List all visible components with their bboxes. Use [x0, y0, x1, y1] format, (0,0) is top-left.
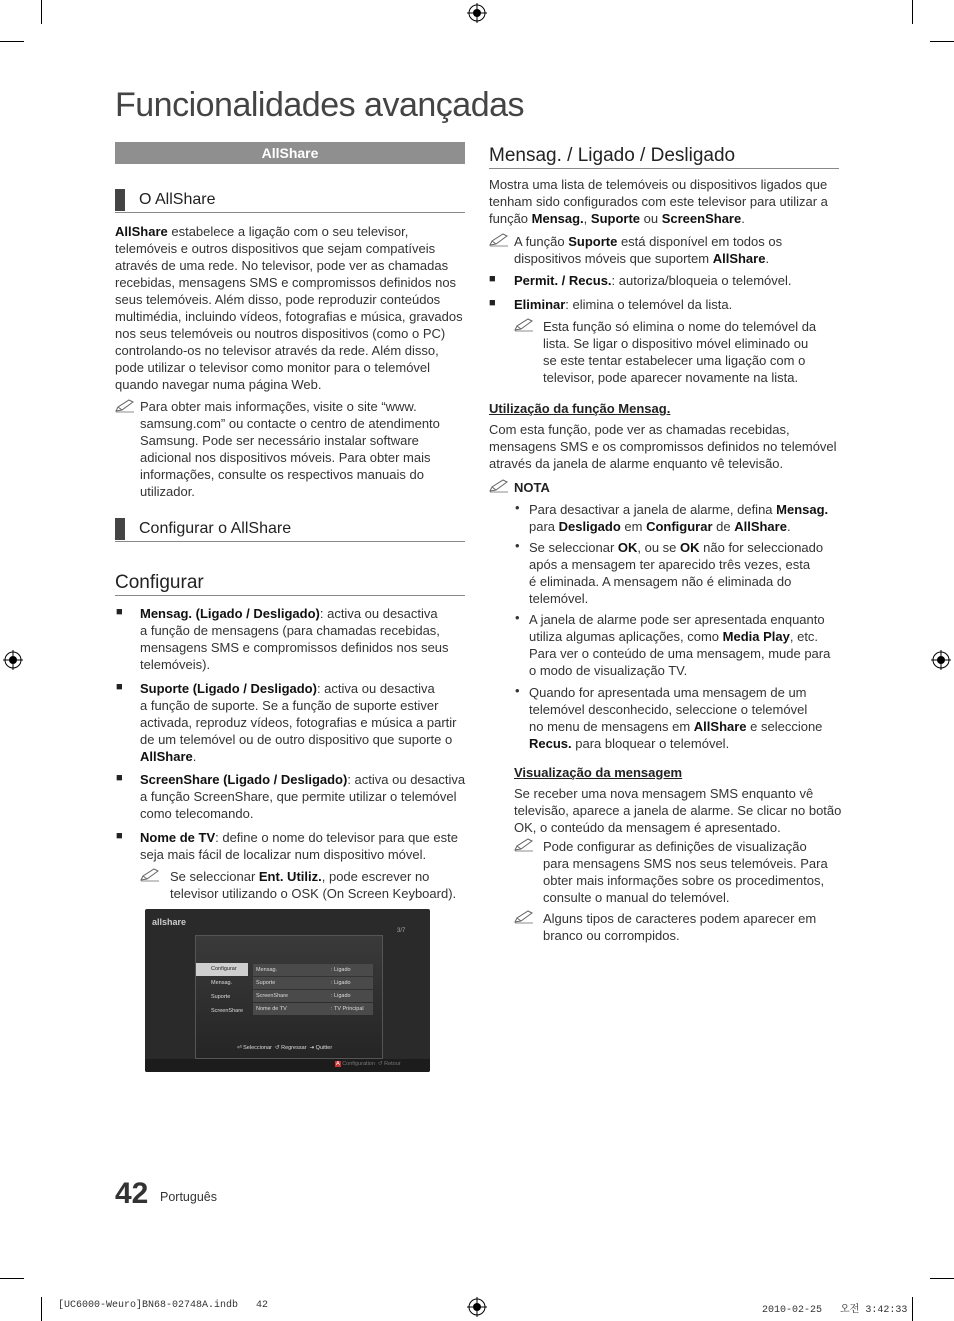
- print-date-info: 2010-02-25 오전 3:42:33: [762, 1305, 908, 1316]
- note-pencil-icon: [489, 479, 509, 493]
- tv-bottom-hints: A Configuration ↺ Retour: [336, 1061, 401, 1067]
- note-more-info: Para obter mais informações, visite o site “www. samsung.com” ou contacte o centro de atendimento Samsung. Pode ser necessário instalar software adicional nos dispositivos móveis. Para obter mais informações, consulte os respectivos manuais do utilizador.: [140, 399, 440, 499]
- note-configurar-sms: Pode configurar as definições de visualização para mensagens SMS nos seus telemóveis. Para obter mais informações sobre os procedimentos, consulte o manual do telemóvel.: [543, 839, 828, 905]
- crop-mark: [41, 1297, 42, 1321]
- intro-bold: AllShare: [115, 224, 168, 239]
- heading-text: O AllShare: [139, 191, 216, 209]
- registration-mark-icon: [931, 650, 951, 670]
- exit-icon: ⇥: [309, 1045, 315, 1051]
- note-pencil-icon: [514, 838, 534, 852]
- page-language: Português: [160, 1190, 217, 1204]
- tv-screenshot: [145, 909, 430, 1072]
- crop-mark: [0, 41, 24, 42]
- registration-mark-icon: [3, 650, 23, 670]
- bullet-dot: •: [515, 538, 520, 553]
- tv-menu-item-mensag[interactable]: Mensag.: [211, 980, 233, 986]
- mensag-intro: Mostra uma lista de telemóveis ou dispositivos ligados que tenham sido configurados com este televisor para utilizar a função Mensag., Suporte ou ScreenShare.: [489, 177, 828, 226]
- section-bar: AllShare: [115, 142, 465, 164]
- square-bullet-icon: ■: [116, 830, 123, 842]
- tv-menu-item-suporte[interactable]: Suporte: [211, 994, 231, 1000]
- crop-mark: [930, 41, 954, 42]
- item-nome-tv: Nome de TV: define o nome do televisor para que este seja mais fácil de localizar num dispositivo móvel.: [140, 830, 458, 862]
- bullet-dot: •: [515, 500, 520, 515]
- bullet-dot: •: [515, 610, 520, 625]
- note-suporte: A função Suporte está disponível em todos os dispositivos móveis que suportem AllShare.: [514, 234, 783, 266]
- subheading-configurar-allshare: [115, 518, 291, 540]
- heading-marker: [115, 518, 125, 540]
- square-bullet-icon: ■: [489, 297, 496, 309]
- tv-row[interactable]: Nome de TV : TV Principal: [253, 1003, 373, 1015]
- tv-logo: allshare: [152, 917, 187, 927]
- divider: [115, 541, 465, 542]
- square-bullet-icon: ■: [116, 681, 123, 693]
- subheading-o-allshare: [115, 189, 215, 211]
- visualizacao-text: Se receber uma nova mensagem SMS enquanto vê televisão, aparece a janela de alarme. Se clicar no botão OK, o conteúdo da mensagem é apresentado.: [514, 786, 842, 835]
- tv-counter: 3/7: [397, 928, 406, 934]
- utilizacao-text: Com esta função, pode ver as chamadas recebidas, mensagens SMS e os compromissos definidos no telemóvel através da janela de alarme enquanto vê televisão.: [489, 422, 837, 471]
- square-bullet-icon: ■: [116, 606, 123, 618]
- allshare-intro: AllShare estabelece a ligação com o seu televisor, telemóveis e outros dispositivos que sejam compatíveis através de uma rede. No televisor, pode ver as chamadas recebidas, mensagens SMS e compromissos definidos nos seus telemóveis. Além disso, pode reproduzir conteúdos multimédia, incluindo vídeos, fotografias e música, gravados nos seus telemóveis ou noutros dispositivos (como o PC) controlando-os no televisor através da rede. Além disso, pode utilizar o televisor como monitor para o telemóvel quando navegar numa página Web.: [115, 224, 463, 392]
- tv-row[interactable]: ScreenShare : Ligado: [253, 990, 373, 1002]
- nota-label: NOTA: [514, 480, 550, 495]
- bullet-desconhecido: Quando for apresentada uma mensagem de um telemóvel desconhecido, seleccione o telemóvel no menu de mensagens em AllShare e seleccione Recus. para bloquear o telemóvel.: [529, 685, 823, 751]
- tv-menu: [196, 963, 248, 1018]
- divider: [489, 168, 839, 169]
- crop-mark: [41, 0, 42, 24]
- page-number: 42: [115, 1177, 149, 1210]
- note-ent-utiliz: Se seleccionar Ent. Utiliz., pode escrever no televisor utilizando o OSK (On Screen Keyboard).: [170, 869, 457, 901]
- tv-settings-table: [253, 964, 373, 1015]
- bullet-ok: Se seleccionar OK, ou se OK não for seleccionado após a mensagem ter aparecido três vezes, esta é eliminada. A mensagem não é eliminada do telemóvel.: [529, 540, 824, 606]
- enter-icon: ⏎: [237, 1045, 242, 1051]
- heading-text: Configurar o AllShare: [139, 520, 292, 538]
- bullet-dot: •: [515, 683, 520, 698]
- note-eliminar: Esta função só elimina o nome do telemóvel da lista. Se ligar o dispositivo móvel eliminado ou se este tentar estabelecer uma ligação com o televisor, pode aparecer novamente na lista.: [543, 319, 817, 385]
- item-eliminar: Eliminar: elimina o telemóvel da lista.: [514, 297, 733, 312]
- item-permit: Permit. / Recus.: autoriza/bloqueia o telemóvel.: [514, 273, 792, 288]
- note-pencil-icon: [514, 910, 534, 924]
- note-caracteres: Alguns tipos de caracteres podem aparecer em branco ou corrompidos.: [543, 911, 817, 943]
- note-pencil-icon: [140, 868, 160, 882]
- registration-mark-icon: [467, 3, 487, 23]
- print-file-info: [UC6000-Weuro]BN68-02748A.indb 42: [58, 1300, 269, 1311]
- square-bullet-icon: ■: [489, 273, 496, 285]
- return-icon: ↺: [377, 1061, 383, 1067]
- item-suporte: Suporte (Ligado / Desligado): activa ou desactiva a função de suporte. Se a função de suporte estiver activada, reproduz vídeos, fotografias e música a partir de um telemóvel ou de outro dispositivo que suporte o AllShare.: [140, 681, 457, 764]
- bullet-media-play: A janela de alarme pode ser apresentada enquanto utiliza algumas aplicações, como Media Play, etc. Para ver o conteúdo de uma mensagem, mude para o modo de visualização TV.: [529, 612, 831, 678]
- tv-row[interactable]: Mensag. : Ligado: [253, 964, 373, 976]
- tv-menu-item-screenshare[interactable]: ScreenShare: [211, 1008, 244, 1014]
- note-pencil-icon: [514, 318, 534, 332]
- tv-hints: ⏎ Seleccionar ↺ Regressar ⇥ Quitter: [237, 1045, 333, 1051]
- divider: [115, 595, 465, 596]
- page-title: Funcionalidades avançadas: [115, 86, 525, 124]
- note-pencil-icon: [115, 399, 135, 413]
- item-mensag: Mensag. (Ligado / Desligado): activa ou desactiva a função de mensagens (para chamadas recebidas, mensagens SMS e compromissos definidos nos seus telemóveis).: [140, 606, 449, 672]
- note-pencil-icon: [489, 233, 509, 247]
- bullet-desactivar: Para desactivar a janela de alarme, defina Mensag. para Desligado em Configurar de AllShare.: [529, 502, 829, 534]
- tv-row[interactable]: Suporte : Ligado: [253, 977, 373, 989]
- item-screenshare: ScreenShare (Ligado / Desligado): activa ou desactiva a função ScreenShare, que permite utilizar o telemóvel como telecomando.: [140, 772, 466, 821]
- crop-mark: [0, 1278, 24, 1279]
- crop-mark: [912, 0, 913, 24]
- crop-mark: [930, 1278, 954, 1279]
- subheading-utilizacao: Utilização da função Mensag.: [489, 401, 671, 416]
- heading-mensag: Mensag. / Ligado / Desligado: [489, 145, 736, 166]
- tv-menu-item-configurar[interactable]: Configurar: [196, 963, 248, 976]
- return-icon: ↺: [274, 1045, 280, 1051]
- heading-configurar: Configurar: [115, 572, 204, 593]
- crop-mark: [912, 1297, 913, 1321]
- heading-marker: [115, 189, 125, 211]
- subheading-visualizacao: Visualização da mensagem: [514, 765, 683, 780]
- square-bullet-icon: ■: [116, 772, 123, 784]
- divider: [115, 212, 465, 213]
- registration-mark-icon: [467, 1297, 487, 1317]
